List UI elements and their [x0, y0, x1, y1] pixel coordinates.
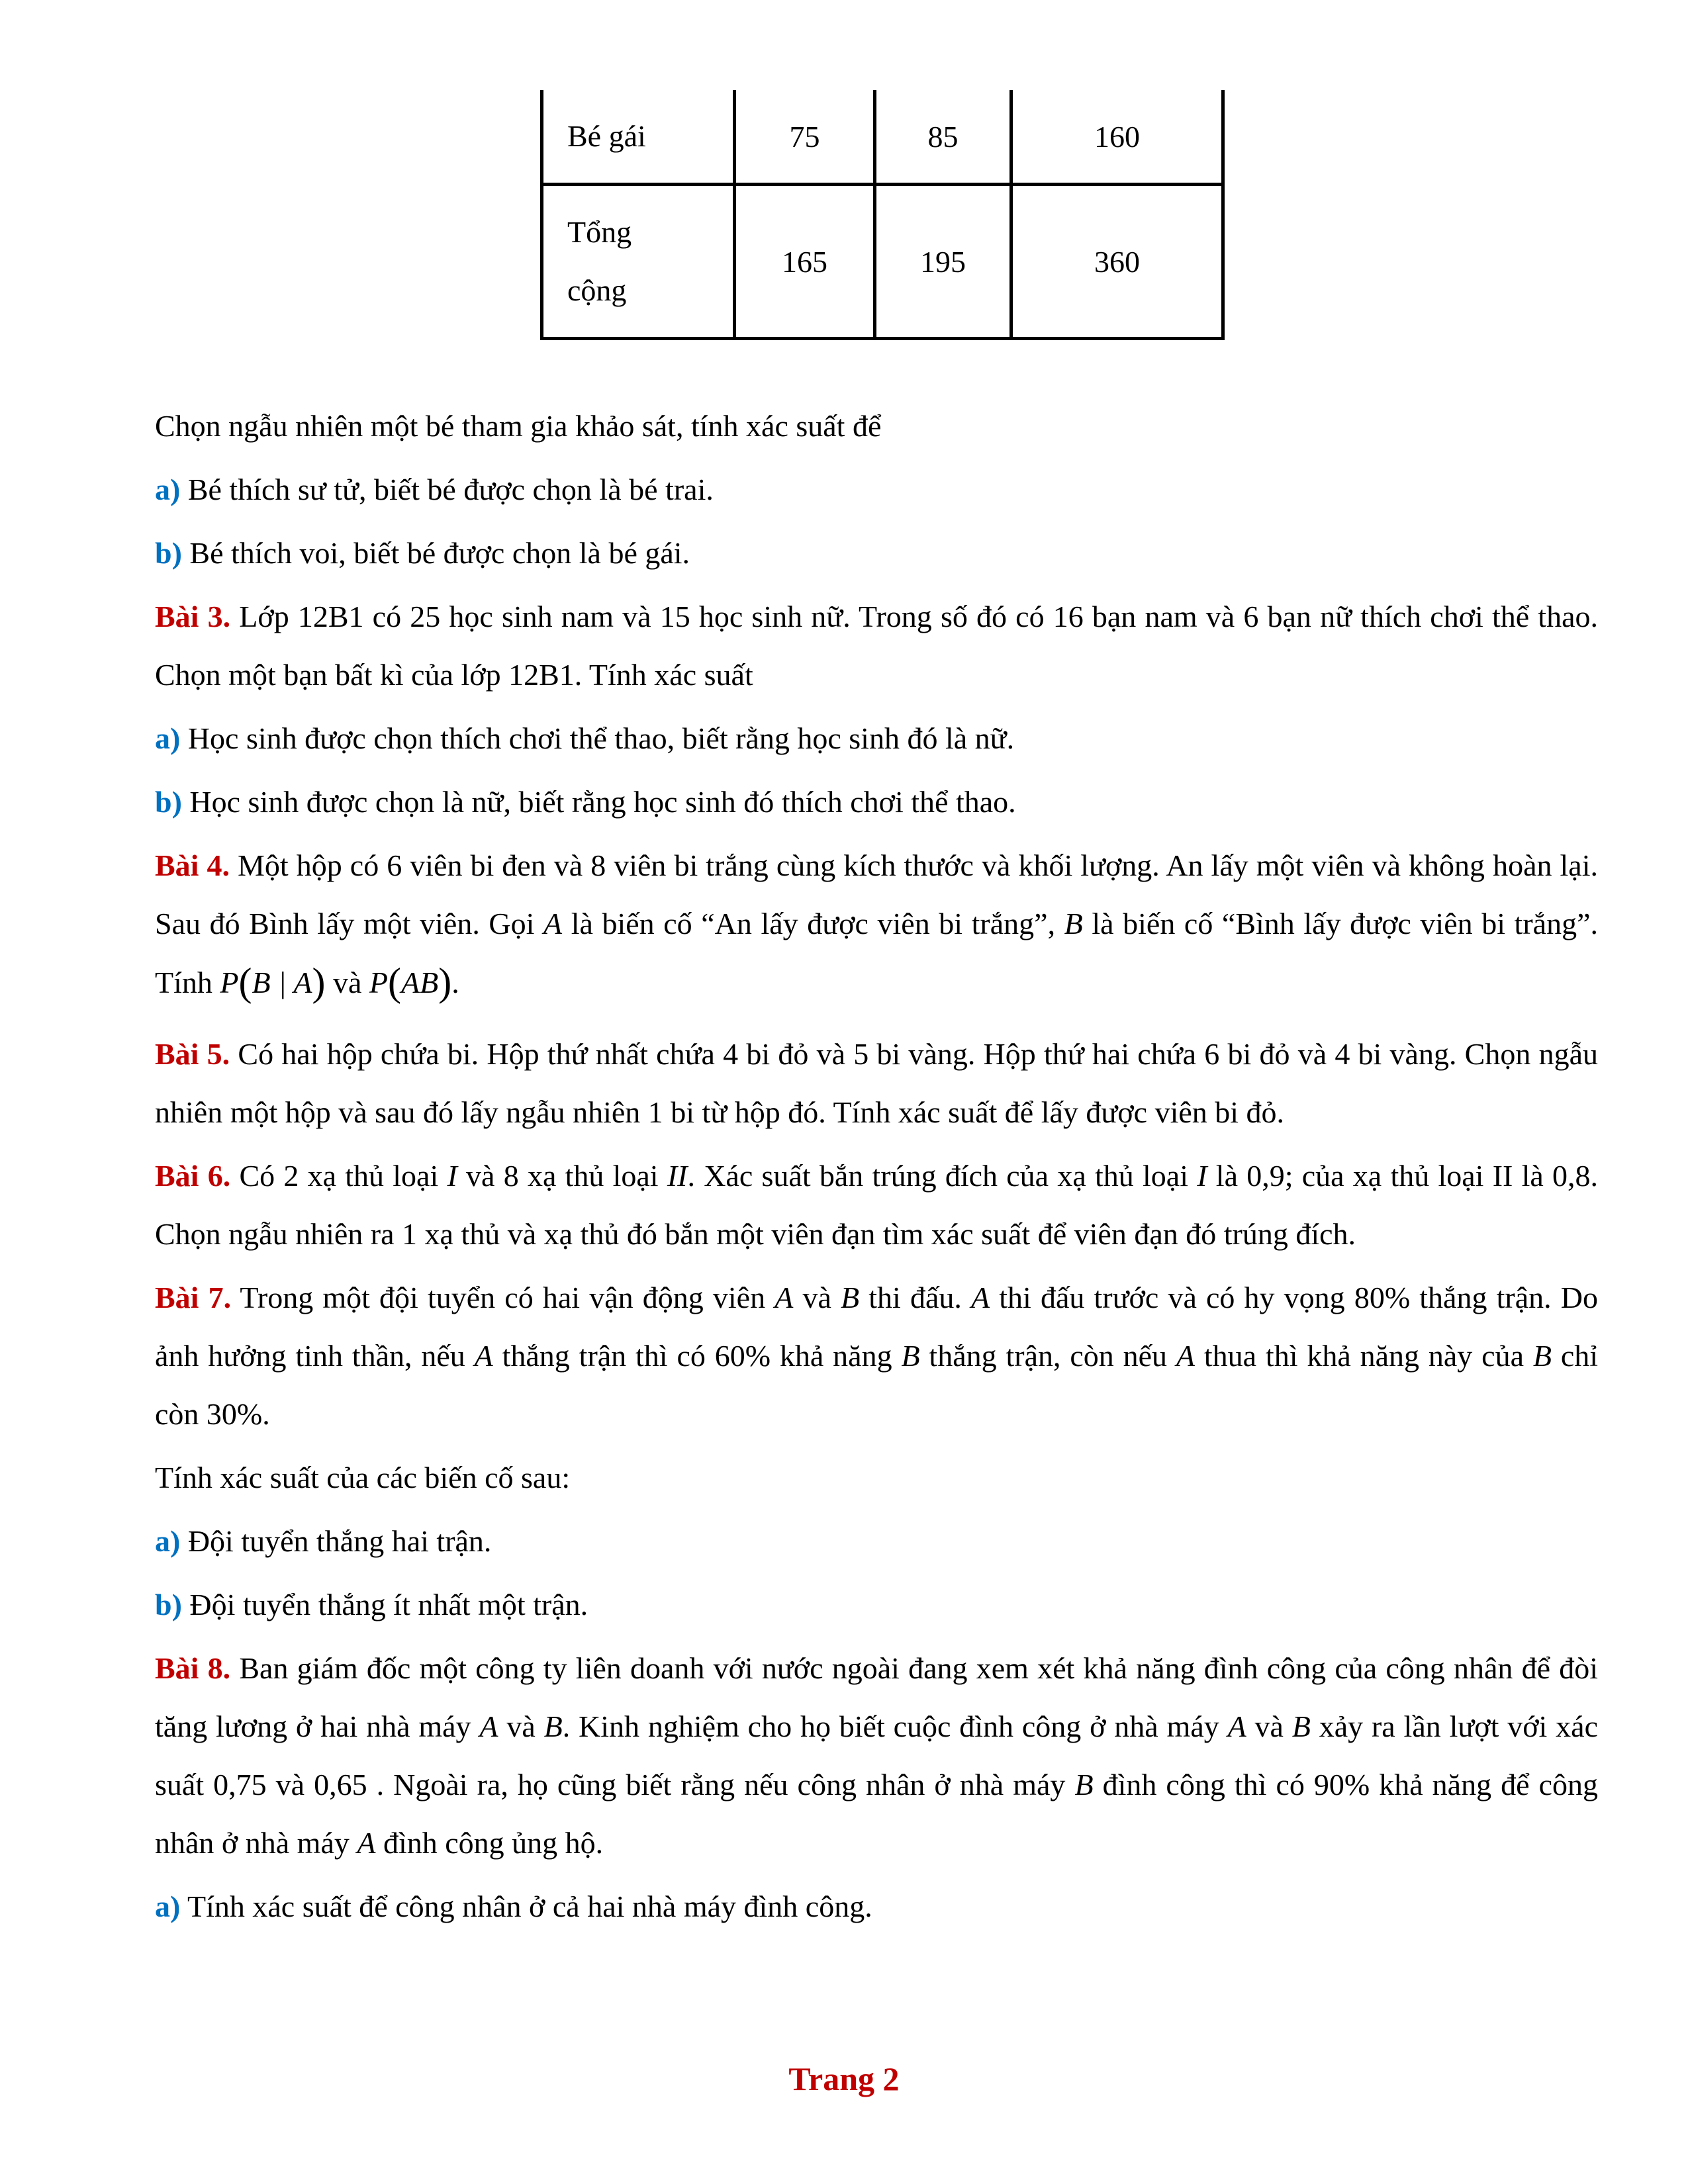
- question-2b: [155, 524, 1598, 582]
- part-label: a): [155, 721, 181, 755]
- survey-table: [540, 90, 1225, 340]
- exercise-text: . Xác suất bắn trúng đích của xạ thủ loại: [687, 1159, 1197, 1193]
- math-var: A: [1176, 1339, 1196, 1373]
- exercise-3a: [155, 709, 1598, 768]
- part-label: b): [155, 1588, 182, 1621]
- exercise-text: Lớp 12B1 có 25 học sinh nam và 15 học sinh nữ. Trong số đó có 16 bạn nam và 6 bạn nữ thích chơi thể thao. Chọn một bạn bất kì của lớp 12B1. Tính xác suất: [155, 600, 1599, 692]
- exercise-text: chỉ còn 30%.: [155, 1339, 1599, 1431]
- part-label: a): [155, 1889, 181, 1923]
- exercise-text: Ban giám đốc một công ty liên doanh với nước ngoài đang xem xét khả năng đình công của công nhân để đòi tăng lương ở hai nhà máy: [155, 1651, 1598, 1743]
- table-cell: [542, 185, 735, 339]
- exercise-7: [155, 1269, 1598, 1443]
- table-cell: 75: [735, 90, 875, 185]
- math-var: A: [971, 1281, 990, 1314]
- math-var: B: [1532, 1339, 1552, 1373]
- exercise-text: đình công thì có 90% khả năng để công nhân ở nhà máy: [155, 1768, 1598, 1860]
- exercise-text: và: [498, 1709, 544, 1743]
- math-paren: ): [438, 960, 452, 1004]
- exercise-text: là biến cố “Bình lấy được viên bi trắng”. Tính: [155, 907, 1598, 999]
- exercise-5: [155, 1025, 1598, 1142]
- exercise-text: là biến cố “An lấy được viên bi trắng”,: [562, 907, 1064, 940]
- part-text: Học sinh được chọn là nữ, biết rằng học sinh đó thích chơi thể thao.: [181, 785, 1016, 819]
- table-cell: Bé gái: [542, 90, 735, 185]
- exercise-text: và: [793, 1281, 841, 1314]
- exercise-8: [155, 1639, 1598, 1872]
- exercise-text: thi đấu.: [859, 1281, 972, 1314]
- table-cell: 85: [875, 90, 1011, 185]
- exercise-text: xảy ra lần lượt với xác suất 0,75 và 0,65 . Ngoài ra, họ cũng biết rằng nếu công nhân ở nhà máy: [155, 1709, 1599, 1801]
- question-2a: [155, 461, 1598, 519]
- exercise-3b: [155, 773, 1598, 831]
- table-row: [542, 185, 1223, 339]
- part-label: a): [155, 473, 181, 506]
- exercise-text: thắng trận thì có 60% khả năng: [492, 1339, 902, 1373]
- exercise-text: và 8 xạ thủ loại: [457, 1159, 667, 1193]
- exercise-text: Một hộp có 6 viên bi đen và 8 viên bi trắng cùng kích thước và khối lượng. An lấy một viên và không hoàn lại. Sau đó Bình lấy một viên. Gọi: [155, 848, 1598, 940]
- table-cell: 160: [1011, 90, 1223, 185]
- exercise-label: Bài 6.: [155, 1159, 231, 1193]
- part-label: b): [155, 785, 182, 819]
- exercise-text: thi đấu trước và có hy vọng 80% thắng trận. Do ảnh hưởng tinh thần, nếu: [155, 1281, 1598, 1373]
- math-var: A: [543, 907, 563, 940]
- math-var: P: [369, 966, 389, 999]
- math-var: B: [1064, 907, 1083, 940]
- exercise-3: [155, 588, 1598, 704]
- math-var: B: [1291, 1709, 1311, 1743]
- math-var: B: [543, 1709, 563, 1743]
- exercise-8a: [155, 1878, 1598, 1936]
- math-var: II: [667, 1159, 688, 1193]
- math-paren: (: [388, 960, 401, 1004]
- exercise-content: [155, 397, 1598, 1941]
- row-label-line: cộng: [567, 273, 627, 307]
- math-expr: AB: [401, 966, 439, 999]
- exercise-text: và: [1246, 1709, 1292, 1743]
- part-text: Bé thích voi, biết bé được chọn là bé gái.: [181, 536, 690, 570]
- exercise-label: Bài 3.: [155, 600, 231, 633]
- exercise-text: thua thì khả năng này của: [1195, 1339, 1533, 1373]
- math-var: A: [357, 1826, 376, 1860]
- math-var: A: [474, 1339, 493, 1373]
- math-var: I: [447, 1159, 457, 1193]
- math-paren: ): [312, 960, 326, 1004]
- part-label: b): [155, 536, 182, 570]
- exercise-6: [155, 1147, 1598, 1263]
- exercise-7-intro: Tính xác suất của các biến cố sau:: [155, 1461, 571, 1494]
- part-text: Đội tuyển thắng hai trận.: [180, 1524, 492, 1558]
- exercise-text: .: [451, 966, 459, 999]
- exercise-text: Trong một đội tuyển có hai vận động viên: [231, 1281, 775, 1314]
- math-var: A: [1227, 1709, 1246, 1743]
- table-cell: 195: [875, 185, 1011, 339]
- exercise-text: . Kinh nghiệm cho họ biết cuộc đình công ở nhà máy: [562, 1709, 1228, 1743]
- math-paren: (: [238, 960, 252, 1004]
- math-var: I: [1197, 1159, 1207, 1193]
- table-row: [542, 90, 1223, 185]
- row-label-line: Tổng: [567, 215, 632, 249]
- exercise-text: đình công ủng hộ.: [375, 1826, 604, 1860]
- part-text: Đội tuyển thắng ít nhất một trận.: [181, 1588, 588, 1621]
- exercise-7b: [155, 1576, 1598, 1634]
- math-var: A: [479, 1709, 498, 1743]
- math-var: B: [901, 1339, 920, 1373]
- exercise-text: thắng trận, còn nếu: [919, 1339, 1176, 1373]
- part-label: a): [155, 1524, 181, 1558]
- part-text: Tính xác suất để công nhân ở cả hai nhà máy đình công.: [180, 1889, 872, 1923]
- math-var: A: [774, 1281, 794, 1314]
- exercise-4: [155, 837, 1598, 1012]
- exercise-label: Bài 5.: [155, 1037, 230, 1071]
- exercise-text: và: [325, 966, 369, 999]
- page-number: Trang 2: [788, 2060, 900, 2097]
- exercise-7a: [155, 1512, 1598, 1570]
- exercise-text: là 0,9; của xạ thủ loại II là 0,8. Chọn ngẫu nhiên ra 1 xạ thủ và xạ thủ đó bắn một viên đạn tìm xác suất để viên đạn đó trúng đích.: [155, 1159, 1598, 1251]
- math-var: B: [841, 1281, 860, 1314]
- exercise-label: Bài 8.: [155, 1651, 231, 1685]
- exercise-text: Có 2 xạ thủ loại: [230, 1159, 447, 1193]
- exercise-label: Bài 4.: [155, 848, 230, 882]
- math-expr: B | A: [252, 966, 312, 999]
- exercise-text: Có hai hộp chứa bi. Hộp thứ nhất chứa 4 bi đỏ và 5 bi vàng. Hộp thứ hai chứa 6 bi đỏ và 4 bi vàng. Chọn ngẫu nhiên một hộp và sau đó lấy ngẫu nhiên 1 bi từ hộp đó. Tính xác suất để lấy được viên bi đỏ.: [155, 1037, 1598, 1129]
- part-text: Học sinh được chọn thích chơi thể thao, biết rằng học sinh đó là nữ.: [180, 721, 1015, 755]
- math-var: P: [220, 966, 239, 999]
- exercise-label: Bài 7.: [155, 1281, 232, 1314]
- table-cell: 360: [1011, 185, 1223, 339]
- math-var: B: [1074, 1768, 1094, 1801]
- table-cell: 165: [735, 185, 875, 339]
- part-text: Bé thích sư tử, biết bé được chọn là bé trai.: [180, 473, 714, 506]
- question-intro: Chọn ngẫu nhiên một bé tham gia khảo sát, tính xác suất để: [155, 409, 882, 443]
